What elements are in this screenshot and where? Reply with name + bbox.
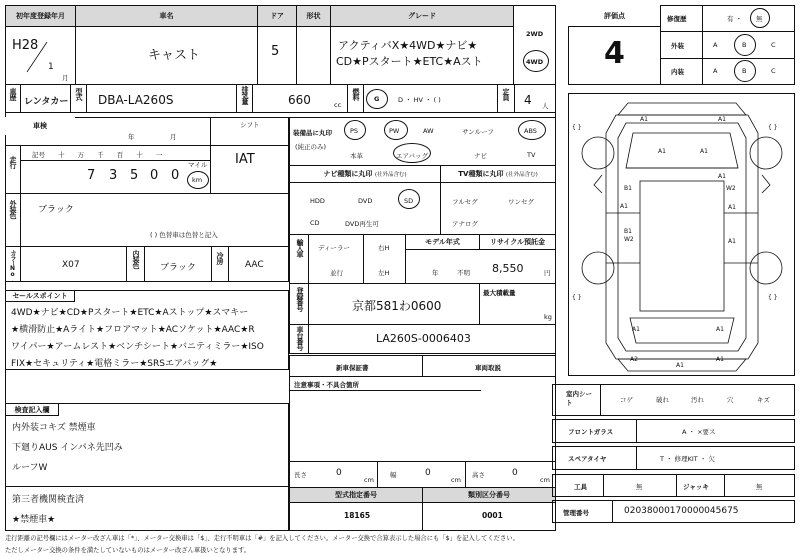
warranty-label: 新車保証書 — [336, 364, 369, 372]
row2-div — [86, 84, 87, 113]
dmg-a1-bumper-2: A1 — [716, 356, 724, 363]
eq-navi: ナビ — [474, 152, 487, 160]
recycle-value: 8,550 — [492, 262, 524, 275]
import-parallel: 並行 — [330, 269, 343, 277]
seat-burn: コゲ — [620, 396, 633, 404]
dmg-w2-right: W2 — [726, 185, 736, 192]
dims-unit-1: cm — [364, 476, 374, 484]
capacity-unit: 人 — [542, 102, 549, 110]
seat-dirt: 汚れ — [691, 396, 704, 404]
mileage-digit-2: 3 — [109, 168, 118, 183]
score-header: 評価点 — [568, 5, 661, 27]
windshield-value: A ・ ×要ス — [682, 428, 716, 436]
import-dealer: ディーラー — [318, 244, 350, 252]
shift-label: シフト — [240, 121, 260, 129]
colorno-label: カラーNo. — [9, 250, 16, 283]
grade-header: グレード — [330, 5, 514, 27]
color-div — [20, 193, 21, 247]
interior-b: B — [742, 67, 747, 75]
import-right: 右H — [378, 244, 390, 252]
ac-label: 冷房 — [216, 252, 224, 264]
color-note: ( ) 色替車は色替と記入 — [150, 231, 218, 239]
sales-line-1: 4WD★ナビ★CD★Pスタート★ETC★Aストップ★スマキー — [11, 308, 249, 318]
third-party-label: 第三者機関検査済 — [12, 495, 85, 505]
row2-div — [347, 84, 348, 113]
notes-line — [289, 390, 481, 391]
mileage-div — [20, 145, 21, 194]
mgmt-value: 02038000170000045675 — [624, 506, 739, 516]
eq-tv: TV — [527, 151, 536, 159]
dmg-a1-right-2: A1 — [728, 238, 736, 245]
navi-dvd: DVD — [358, 197, 373, 205]
brace-fl: { } — [572, 124, 582, 131]
shift-divider — [210, 117, 211, 194]
tools-div — [724, 474, 725, 497]
seat-scratch: キズ — [757, 396, 770, 404]
eq-ps: PS — [350, 127, 359, 135]
sales-header: セールスポイント — [5, 290, 75, 302]
tv-fullseg: フルセグ — [452, 198, 478, 206]
inspection-line — [5, 145, 289, 146]
mileage-line — [20, 160, 210, 161]
eq-pw: PW — [389, 127, 400, 135]
exterior-label: 外装 — [671, 42, 684, 50]
equipment-label: 装備品に丸印 — [293, 129, 332, 137]
class-no-header: 類別区分番号 — [422, 487, 556, 503]
dims-unit-2: cm — [451, 476, 461, 484]
repair-selected: 無 — [756, 15, 763, 23]
tv-header: TV種類に丸印 (社外品含む) — [440, 165, 556, 183]
score-value: 4 — [604, 36, 625, 71]
capacity-value: 4 — [524, 93, 532, 107]
car-name-header: 車名 — [75, 5, 258, 27]
fuel-label: 燃料 — [352, 88, 360, 100]
tools-label: 工具 — [574, 483, 587, 491]
windshield-label: フロントガラス — [568, 428, 614, 436]
spare-value: T ・ 修理KIT ・ 欠 — [660, 455, 715, 463]
mileage-digit-4: 0 — [150, 168, 159, 183]
shape-cell — [296, 26, 331, 85]
third-party-value: ★禁煙車★ — [12, 515, 56, 525]
mileage-mile: マイル — [188, 161, 208, 169]
dmg-a1-rear-left: A1 — [632, 326, 640, 333]
row2-div — [20, 84, 21, 113]
jack-value: 無 — [756, 483, 763, 491]
inspector-line-2: 下廻りAUS インパネ先凹み — [12, 443, 123, 453]
fuel-rest: D ・ HV ・ ( ) — [398, 96, 441, 104]
reg-value: 京都581わ0600 — [352, 299, 442, 313]
exterior-a: A — [713, 41, 718, 49]
eq-abs: ABS — [524, 127, 537, 135]
seat-label: 室内シート — [566, 390, 592, 407]
row2-div — [252, 84, 253, 113]
notes-label: 注意事項・不具合箇所 — [294, 381, 359, 389]
manual-label: 車両取説 — [475, 364, 501, 372]
equipment-sub: (純正のみ) — [295, 143, 327, 151]
usage-value: レンタカー — [24, 97, 69, 107]
tools-value: 無 — [636, 483, 643, 491]
tools-div — [603, 474, 604, 497]
import-div — [363, 234, 364, 284]
dims-length-label: 長さ — [294, 471, 307, 479]
first-reg-month: 1 — [48, 62, 54, 72]
first-reg-year: H28 — [12, 38, 39, 53]
first-reg-month-unit: 月 — [62, 74, 69, 82]
model-value: DBA-LA260S — [98, 93, 174, 107]
intcolor-value: ブラック — [160, 263, 196, 273]
drive-box — [513, 5, 556, 85]
brace-fr: { } — [768, 124, 778, 131]
mileage-digit-5: 0 — [171, 168, 180, 183]
dmg-a1-rear-right: A1 — [716, 326, 724, 333]
grade-line1: アクティバX★4WD★ナビ★ — [338, 39, 478, 52]
jack-label: ジャッキ — [683, 483, 709, 491]
dmg-b1-left: B1 — [624, 185, 632, 192]
row2 — [5, 84, 556, 113]
tv-analog: アナログ — [452, 220, 478, 228]
max-load-unit: kg — [544, 313, 552, 321]
row2-div — [497, 84, 498, 113]
colorno-div — [144, 246, 145, 282]
seat-hole: 穴 — [727, 396, 734, 404]
shape-header: 形状 — [296, 5, 331, 27]
interior-label: 内装 — [671, 68, 684, 76]
recycle-unit: 円 — [544, 269, 551, 277]
inspection-month: 月 — [170, 133, 177, 141]
colorno-div — [211, 246, 212, 282]
seat-div — [600, 384, 601, 416]
import-label: 輸入車 — [296, 239, 304, 257]
dmg-a1-right: A1 — [728, 204, 736, 211]
model-year-header: モデル年式 — [405, 234, 480, 250]
sales-line-4: FIX★セキュリティ★電格ミラー★SRSエアバッグ★ — [11, 359, 218, 369]
import-left: 左H — [378, 269, 390, 277]
row2-div — [236, 84, 237, 113]
reg-label: 登録番号 — [296, 287, 304, 311]
exterior-b: B — [742, 41, 747, 49]
interior-a: A — [713, 67, 718, 75]
sales-line-3: ワイパー★アームレスト★ベンチシート★バニティミラー★ISO — [11, 342, 264, 352]
exterior-c: C — [771, 41, 776, 49]
spare-label: スペアタイヤ — [568, 455, 607, 463]
color-value: ブラック — [38, 205, 74, 215]
tools-div — [676, 474, 677, 497]
dmg-a1-front-1: A1 — [640, 116, 648, 123]
colorno-div — [228, 246, 229, 282]
model-cert-value: 18165 — [344, 511, 371, 520]
doors-value: 5 — [271, 44, 280, 59]
row2-div — [363, 84, 364, 113]
usage-label: 車歴 — [9, 88, 17, 100]
shift-value: IAT — [235, 152, 255, 167]
fuel-selected: G — [374, 95, 380, 103]
sales-line-2: ★横滑防止★Aライト★フロアマット★ACソケット★AAC★R — [11, 325, 255, 335]
mgmt-label: 管理番号 — [563, 509, 589, 517]
mileage-header: 記号 十 万 千 百 十 一 — [32, 151, 163, 159]
model-cert-header: 型式指定番号 — [289, 487, 423, 503]
mileage-digit-1: 7 — [87, 168, 96, 183]
dims-width: 0 — [425, 468, 431, 478]
navi-dvd-play: DVD再生可 — [345, 220, 379, 228]
colorno-value: X07 — [62, 260, 80, 270]
dmg-a1-bumper: A1 — [676, 362, 684, 369]
colorno-div — [20, 246, 21, 282]
drive-4wd: 4WD — [526, 58, 544, 66]
tv-oneseg: ワンセグ — [508, 198, 534, 206]
inspector-line-3: ルーフW — [12, 463, 48, 473]
repair-options: 有 ・ — [727, 15, 743, 23]
dmg-a1-left: A1 — [620, 203, 628, 210]
reg-div — [308, 283, 309, 325]
mileage-label: 走行 — [9, 156, 17, 168]
navi-cd: CD — [310, 219, 320, 227]
brace-rl: { } — [572, 294, 582, 301]
first-reg-header: 初年度登録年月 — [5, 5, 76, 27]
eq-leather: 本革 — [350, 152, 363, 160]
mileage-digit-3: 5 — [130, 168, 139, 183]
intcolor-label: 内装色 — [132, 250, 140, 268]
score-div — [702, 5, 703, 85]
capacity-label: 定員 — [502, 88, 510, 100]
drive-2wd: 2WD — [526, 30, 544, 38]
chassis-label: 車台番号 — [296, 326, 304, 350]
doors-header: ドア — [257, 5, 297, 27]
dmg-a1-front-2: A1 — [718, 116, 726, 123]
score-line — [660, 31, 795, 32]
dmg-a1-hood: A1 — [658, 148, 666, 155]
navi-hdd: HDD — [310, 197, 325, 205]
class-no-value: 0001 — [482, 511, 503, 520]
warranty-div — [422, 355, 423, 377]
dims-width-label: 幅 — [390, 471, 397, 479]
dmg-a2-rear: A2 — [630, 356, 638, 363]
car-name-value: キャスト — [148, 48, 201, 63]
chassis-value: LA260S-0006403 — [376, 332, 471, 345]
model-year-year: 年 — [432, 269, 439, 277]
dmg-a1-hood-2: A1 — [700, 148, 708, 155]
model-label: 型式 — [75, 88, 83, 100]
footer-line-2: ただしメーター交換の条件を満たしていないものはメーター改ざん車扱いとなります。 — [5, 547, 251, 554]
mgmt-div — [612, 500, 613, 523]
eq-aw: AW — [423, 127, 434, 135]
row2-div — [70, 84, 71, 113]
inspection-year: 年 — [128, 133, 135, 141]
brace-rr: { } — [768, 294, 778, 301]
chassis-div — [308, 324, 309, 354]
inspector-line-1: 内外装コキズ 禁煙車 — [12, 423, 96, 433]
eq-sunroof: サンルーフ — [462, 128, 494, 136]
displacement-value: 660 — [288, 93, 311, 107]
score-line — [660, 58, 795, 59]
dims-div — [465, 461, 466, 488]
model-year-unknown: 不明 — [457, 269, 470, 277]
navi-header: ナビ種類に丸印 (社外品含む) — [289, 165, 441, 183]
repair-label: 修復歴 — [667, 15, 687, 23]
inspector-header: 検査記入欄 — [5, 403, 59, 416]
footer-line-1: 走行距離の記号欄にはメーター改ざん車は「*」、メーター交換車は「$」、走行不明車は「#」を記入してください。メーター交換で合算表示した場合にも「$」を記入してください。 — [5, 535, 519, 542]
navi-sd: SD — [404, 197, 414, 205]
reg-div — [479, 283, 480, 325]
dmg-a1-windshield: A1 — [718, 173, 726, 180]
inspection-label: 車検 — [5, 117, 75, 135]
seat-tear: 破れ — [656, 396, 669, 404]
car-diagram — [568, 93, 795, 376]
row2-div — [514, 84, 515, 113]
displacement-label: 排気量 — [241, 86, 249, 104]
dims-div — [377, 461, 378, 488]
windshield-div — [636, 419, 637, 443]
mileage-km: km — [192, 176, 203, 184]
dims-height-label: 高さ — [472, 471, 485, 479]
recycle-header: リサイクル預託金 — [479, 234, 556, 250]
displacement-unit: cc — [334, 101, 342, 109]
dmg-w2-left: W2 — [624, 236, 634, 243]
import-div — [308, 234, 309, 284]
dmg-b1-left-2: B1 — [624, 228, 632, 235]
dims-length: 0 — [336, 468, 342, 478]
dims-unit-3: cm — [540, 476, 550, 484]
spare-div — [636, 446, 637, 470]
eq-airbag: エアバッグ — [396, 152, 428, 160]
ac-value: AAC — [245, 260, 264, 270]
color-label: 外装色 — [9, 200, 17, 218]
colorno-div — [126, 246, 127, 282]
dims-height: 0 — [512, 468, 518, 478]
score-div — [660, 5, 661, 85]
grade-line2: CD★Pスタート★ETC★Aスト — [336, 55, 483, 68]
max-load-label: 最大積載量 — [483, 289, 516, 297]
interior-c: C — [771, 67, 776, 75]
